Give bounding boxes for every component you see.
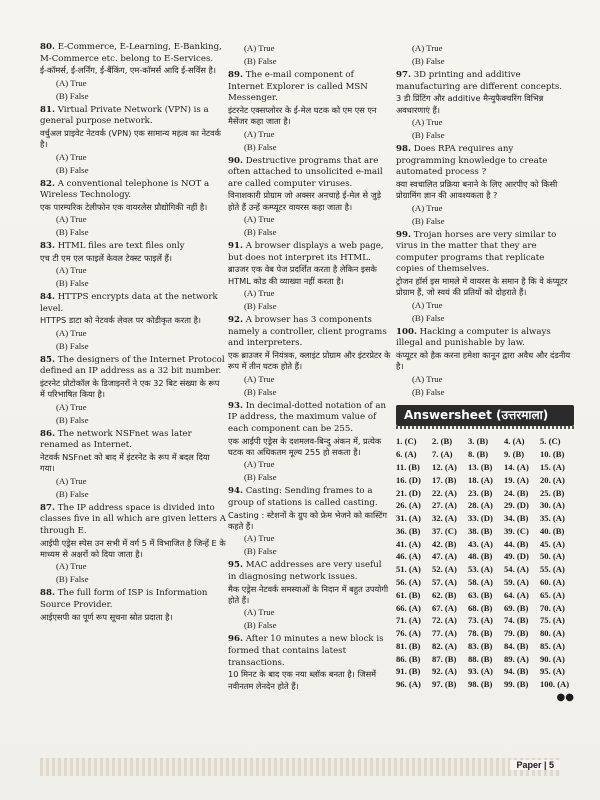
question-number: 81. bbox=[40, 104, 55, 115]
answer-option: (B) False bbox=[56, 90, 89, 101]
answer-option: (B) False bbox=[56, 414, 89, 425]
question-hindi: विनाशकारी प्रोग्राम जो अक्सर अनचाहे ई-मेल से जुड़े होते हैं उन्हें कम्प्यूटर वायरस कहा जाता है। bbox=[228, 190, 382, 212]
question-text bbox=[40, 588, 226, 611]
answer-key-item: 26. (A) bbox=[396, 500, 421, 511]
question-item bbox=[228, 560, 392, 632]
answer-key-item: 71. (A) bbox=[396, 615, 421, 626]
answer-key-item: 51. (A) bbox=[396, 564, 421, 575]
question-hindi: इंटरनेट एक्सप्लोरर के ई-मेल घटक को एम एस एन मैसेंजर कहा जाता है। bbox=[228, 104, 377, 127]
answer-key-item: 23. (B) bbox=[468, 487, 493, 498]
question-number: 84. bbox=[40, 292, 55, 303]
question-item bbox=[40, 588, 226, 623]
answer-key-item: 74. (B) bbox=[504, 615, 529, 626]
question-item bbox=[228, 401, 392, 485]
answer-option: (A) True bbox=[244, 288, 275, 299]
question-item bbox=[40, 355, 226, 427]
question-item bbox=[40, 503, 226, 587]
question-english: Destructive programs that are often attached to unsolicited e-mail are called computer viruses. bbox=[228, 155, 383, 189]
answer-option: (B) False bbox=[412, 130, 445, 140]
question-text bbox=[396, 144, 574, 179]
answer-key-item: 97. (B) bbox=[432, 679, 457, 690]
answer-key-item: 93. (A) bbox=[468, 666, 493, 677]
answer-option: (A) True bbox=[412, 373, 443, 384]
answer-key-item: 8. (B) bbox=[468, 449, 489, 460]
question-text bbox=[228, 241, 392, 264]
answer-key-item: 7. (A) bbox=[432, 449, 453, 460]
question-english: MAC addresses are very useful in diagnosing network issues. bbox=[228, 560, 382, 582]
answer-option: (A) True bbox=[56, 327, 87, 338]
question-hindi: Casting : स्टेशनों के ग्रुप को फ्रेम भेजने को कास्टिंग कहते हैं। bbox=[228, 509, 388, 531]
question-hindi: ई-कॉमर्स, ई-लर्निंग, ई-बैंकिंग, एम-कॉमर्स आदि ई-सर्विस है। bbox=[40, 65, 216, 76]
question-text bbox=[396, 327, 574, 350]
answer-key-item: 37. (C) bbox=[432, 525, 457, 536]
question-text bbox=[228, 315, 392, 350]
answer-key-item: 52. (A) bbox=[432, 564, 457, 575]
answer-key-item: 2. (B) bbox=[432, 436, 453, 447]
answer-key-item: 57. (A) bbox=[432, 576, 457, 587]
answer-key-item: 16. (D) bbox=[396, 474, 421, 485]
question-english: A conventional telephone is NOT a Wireless Technology. bbox=[40, 178, 210, 201]
question-english: HTTPS encrypts data at the network level. bbox=[40, 292, 218, 314]
question-item bbox=[40, 179, 226, 240]
answer-key-item: 22. (A) bbox=[432, 487, 457, 498]
question-hindi: एक पारम्परिक टेलीफोन एक वायरलेस प्रौद्योगिकी नहीं है। bbox=[40, 201, 208, 212]
answer-option: (B) False bbox=[244, 141, 277, 152]
question-hindi: एक ब्राउजर में नियंत्रक, क्लाइंट प्रोग्राम और इंटरप्रेटर के रूप में तीन घटक होते हैं। bbox=[228, 349, 391, 372]
question-number: 96. bbox=[228, 634, 243, 645]
answer-key-item: 29. (D) bbox=[504, 500, 529, 511]
answer-key-item: 49. (D) bbox=[504, 551, 529, 562]
question-english: The network NSFnet was later renamed as Internet. bbox=[40, 428, 192, 451]
answer-key-item: 20. (A) bbox=[540, 474, 565, 485]
answer-key-item: 33. (D) bbox=[468, 513, 493, 524]
answer-key-item: 70. (A) bbox=[540, 602, 565, 613]
question-number: 87. bbox=[40, 502, 55, 513]
answer-key-item: 11. (B) bbox=[396, 461, 420, 472]
question-hindi: एक आईपी एड्रेस के दशमलव-बिन्दु अंकन में, प्रत्येक घटक का अधिकतम मूल्य 255 हो सकता है। bbox=[228, 435, 382, 457]
answer-key-item: 95. (A) bbox=[540, 666, 565, 677]
answer-key-item: 86. (B) bbox=[396, 653, 421, 664]
answer-option: (B) False bbox=[244, 56, 277, 66]
question-item bbox=[228, 315, 392, 399]
question-number: 90. bbox=[228, 155, 243, 166]
answer-key-item: 12. (A) bbox=[432, 461, 457, 472]
question-number: 98. bbox=[396, 144, 411, 154]
answer-option: (B) False bbox=[412, 386, 445, 397]
answer-option: (A) True bbox=[56, 151, 87, 162]
question-english: In decimal-dotted notation of an IP address, the maximum value of each component can be 255. bbox=[228, 400, 386, 434]
answer-key-item: 25. (B) bbox=[540, 487, 565, 498]
question-english: The e-mail component of Internet Explorer is called MSN Messenger. bbox=[228, 70, 368, 104]
question-number: 89. bbox=[228, 70, 243, 80]
question-english: 3D printing and additive manufacturing are different concepts. bbox=[396, 70, 562, 92]
answer-key-item: 18. (A) bbox=[468, 474, 493, 485]
question-hindi: ब्राउजर एक वेब पेज प्रदर्शित करता है लेकिन इसके HTML कोड की व्याख्या नहीं करता है। bbox=[228, 264, 377, 286]
question-text bbox=[40, 292, 226, 315]
question-hindi: नेटवर्क NSFnet को बाद में इंटरनेट के रूप में बदल दिया गया। bbox=[40, 451, 210, 474]
question-text bbox=[228, 560, 392, 583]
answer-key-item: 21. (D) bbox=[396, 487, 421, 498]
answer-key-item: 99. (B) bbox=[504, 679, 529, 690]
answer-option: (B) False bbox=[412, 312, 445, 323]
answer-option: (A) True bbox=[244, 533, 275, 544]
answer-key-item: 19. (A) bbox=[504, 474, 529, 485]
answer-key-item: 41. (A) bbox=[396, 538, 421, 549]
question-item bbox=[40, 292, 226, 353]
question-text bbox=[40, 42, 226, 65]
answer-key-item: 94. (B) bbox=[504, 666, 529, 677]
answer-key-item: 9. (B) bbox=[504, 449, 525, 460]
answer-option: (A) True bbox=[244, 459, 275, 470]
answer-key-item: 65. (A) bbox=[540, 589, 565, 600]
answer-option: (A) True bbox=[412, 299, 443, 310]
question-hindi: मैक एड्रेस नेटवर्क समस्याओं के निदान में बहुत उपयोगी होते हैं। bbox=[228, 583, 389, 605]
question-number: 88. bbox=[40, 588, 55, 599]
question-hindi: वर्चुअल प्राइवेट नेटवर्क (VPN) एक सामान्य महत्व का नेटवर्क है। bbox=[40, 127, 221, 150]
answer-key-item: 66. (A) bbox=[396, 602, 421, 613]
answer-option: (B) False bbox=[244, 301, 277, 312]
answer-option: (A) True bbox=[56, 265, 87, 276]
question-text bbox=[40, 179, 226, 202]
answer-key-item: 46. (A) bbox=[396, 551, 421, 562]
answer-key-item: 72. (A) bbox=[432, 615, 457, 626]
answer-option: (A) True bbox=[244, 43, 275, 53]
question-hindi: आईएसपी का पूर्ण रूप सूचना स्रोत प्रदाता है। bbox=[40, 611, 173, 622]
answer-option: (A) True bbox=[56, 561, 87, 572]
question-hindi: इंटरनेट प्रोटोकॉल के डिजाइनरों ने एक 32 बिट संख्या के रूप में परिभाषित किया है। bbox=[40, 377, 220, 400]
answer-option: (B) False bbox=[56, 574, 89, 585]
question-item bbox=[228, 70, 392, 154]
answer-key-item: 35. (A) bbox=[540, 513, 565, 524]
question-item bbox=[40, 42, 226, 103]
question-number: 86. bbox=[40, 428, 55, 439]
question-english: A browser has 3 components namely a controller, client programs and interpreters. bbox=[228, 315, 387, 349]
answer-option: (A) True bbox=[412, 202, 443, 213]
question-text bbox=[228, 156, 392, 191]
answer-key-item: 39. (C) bbox=[504, 525, 529, 536]
answer-key-item: 42. (B) bbox=[432, 538, 457, 549]
question-english: Casting: Sending frames to a group of stations is called casting. bbox=[228, 486, 378, 508]
question-english: The designers of the Internet Protocol defined an IP address as a 32 bit number. bbox=[40, 354, 225, 377]
answer-key-item: 47. (A) bbox=[432, 551, 457, 562]
answer-key-item: 13. (B) bbox=[468, 461, 493, 472]
page-footer bbox=[40, 758, 560, 776]
answer-option: (B) False bbox=[244, 546, 277, 557]
answer-key-item: 4. (A) bbox=[504, 436, 525, 447]
question-item bbox=[396, 70, 574, 142]
question-item bbox=[40, 105, 226, 177]
answer-option: (B) False bbox=[412, 56, 445, 66]
answer-option: (B) False bbox=[412, 215, 445, 226]
answer-key-item: 1. (C) bbox=[396, 436, 417, 447]
answer-key-item: 58. (A) bbox=[468, 576, 493, 587]
answer-key-item: 53. (A) bbox=[468, 564, 493, 575]
answer-option: (A) True bbox=[244, 373, 275, 384]
answer-key-item: 63. (B) bbox=[468, 589, 493, 600]
answer-key-item: 43. (A) bbox=[468, 538, 493, 549]
answer-option: (A) True bbox=[56, 401, 87, 412]
question-text bbox=[228, 70, 392, 105]
question-english: The full form of ISP is Information Source Provider. bbox=[40, 588, 208, 610]
answer-option: (A) True bbox=[56, 214, 87, 225]
answer-key-item: 36. (B) bbox=[396, 525, 421, 536]
column-1 bbox=[40, 42, 226, 625]
answer-key-item: 79. (B) bbox=[504, 628, 529, 639]
answer-key-item: 31. (A) bbox=[396, 513, 421, 524]
answer-key-item: 14. (A) bbox=[504, 461, 529, 472]
question-number: 100. bbox=[396, 326, 417, 337]
question-item bbox=[396, 327, 574, 399]
question-text bbox=[40, 241, 226, 253]
question-hindi: 10 मिनट के बाद एक नया ब्लॉक बनता है। जिसमें नवीनतम लेनदेन होते हैं। bbox=[228, 669, 377, 691]
answer-key-item: 98. (B) bbox=[468, 679, 493, 690]
answer-key-item: 84. (B) bbox=[504, 640, 529, 651]
answer-key-item: 89. (A) bbox=[504, 653, 529, 664]
answer-option: (B) False bbox=[56, 488, 89, 499]
question-text bbox=[40, 355, 226, 378]
answer-key-item: 48. (B) bbox=[468, 551, 493, 562]
answer-key-item: 91. (B) bbox=[396, 666, 421, 677]
answersheet-title: Answersheet (उत्तरमाला) bbox=[396, 405, 574, 427]
question-number: 85. bbox=[40, 354, 55, 365]
question-english: HTML files are text files only bbox=[57, 241, 185, 252]
answer-key-item: 15. (A) bbox=[540, 461, 565, 472]
answer-key-item: 50. (A) bbox=[540, 551, 565, 562]
answer-option: (B) False bbox=[244, 472, 277, 483]
answer-key-item: 83. (B) bbox=[468, 640, 493, 651]
answer-key-item: 87. (B) bbox=[432, 653, 457, 664]
answer-key-item: 55. (A) bbox=[540, 564, 565, 575]
question-number: 83. bbox=[40, 241, 55, 252]
question-item bbox=[396, 230, 574, 325]
question-text bbox=[228, 634, 392, 669]
answer-key-item: 75. (A) bbox=[540, 615, 565, 626]
answer-grid bbox=[396, 436, 574, 690]
answer-key-item: 38. (B) bbox=[468, 525, 493, 536]
answer-key-item: 67. (A) bbox=[432, 602, 457, 613]
answers-end-mark: ●● bbox=[556, 691, 574, 703]
question-number: 94. bbox=[228, 486, 243, 497]
question-english: The IP address space is divided into classes five in all which are given letters A through E. bbox=[40, 502, 227, 536]
answer-option: (B) False bbox=[244, 620, 277, 631]
question-hindi: एच टी एम एल फाइलें केवल टेक्स्ट फाइलें हैं। bbox=[40, 252, 172, 263]
answer-key-item: 30. (A) bbox=[540, 500, 565, 511]
answer-key-item: 5. (C) bbox=[540, 436, 561, 447]
question-text bbox=[40, 503, 226, 538]
question-english: Hacking a computer is always illegal and punishable by law. bbox=[396, 326, 551, 349]
question-number: 82. bbox=[40, 178, 55, 189]
answer-key-item: 40. (B) bbox=[540, 525, 565, 536]
col3-questions bbox=[396, 42, 574, 399]
answer-key-item: 24. (B) bbox=[504, 487, 529, 498]
answer-key-item: 45. (A) bbox=[540, 538, 565, 549]
question-item bbox=[396, 144, 574, 228]
answer-key-item: 88. (B) bbox=[468, 653, 493, 664]
answer-option: (B) False bbox=[244, 386, 277, 397]
answer-key-item: 6. (A) bbox=[396, 449, 417, 460]
answer-key-item: 81. (B) bbox=[396, 640, 421, 651]
answer-option: (A) True bbox=[244, 214, 275, 225]
answer-key-item: 17. (B) bbox=[432, 474, 457, 485]
answer-option: (A) True bbox=[412, 43, 443, 53]
answer-key-item: 82. (A) bbox=[432, 640, 457, 651]
answer-option: (A) True bbox=[56, 77, 87, 88]
question-english: Does RPA requires any programming knowledge to create automated process ? bbox=[396, 144, 548, 178]
answer-key-item: 77. (A) bbox=[432, 628, 457, 639]
question-english: After 10 minutes a new block is formed that contains latest transactions. bbox=[228, 634, 384, 668]
question-item bbox=[228, 156, 392, 240]
answer-key-item: 73. (A) bbox=[468, 615, 493, 626]
answer-key-item: 34. (B) bbox=[504, 513, 529, 524]
question-text bbox=[228, 486, 392, 509]
answer-key-item: 80. (A) bbox=[540, 628, 565, 639]
answer-key-item: 62. (B) bbox=[432, 589, 457, 600]
question-number: 91. bbox=[228, 241, 243, 252]
answer-key-item: 32. (A) bbox=[432, 513, 457, 524]
question-hindi: HTTPS डाटा को नेटवर्क लेवल पर कोडीकृत करता है। bbox=[40, 315, 202, 326]
question-item bbox=[40, 429, 226, 501]
question-hindi: 3 डी प्रिंटिंग और additive मैन्युफैक्चरिंग विभिन्न अवधारणाएं हैं। bbox=[396, 93, 544, 115]
question-item bbox=[228, 241, 392, 313]
answer-key-item: 61. (B) bbox=[396, 589, 421, 600]
answer-key-item: 78. (B) bbox=[468, 628, 493, 639]
answer-key-item: 76. (A) bbox=[396, 628, 421, 639]
question-text bbox=[40, 429, 226, 452]
answer-key-item: 100. (A) bbox=[540, 679, 570, 690]
column-3 bbox=[396, 42, 574, 703]
answer-option: (A) True bbox=[56, 475, 87, 486]
answer-key-item: 92. (A) bbox=[432, 666, 457, 677]
answer-key-item: 64. (A) bbox=[504, 589, 529, 600]
answer-option: (B) False bbox=[56, 278, 89, 289]
answer-option: (B) False bbox=[244, 227, 277, 238]
question-number: 92. bbox=[228, 315, 243, 326]
answer-key-item: 54. (A) bbox=[504, 564, 529, 575]
question-number: 95. bbox=[228, 560, 243, 571]
answer-key-item: 56. (A) bbox=[396, 576, 421, 587]
answer-key-item: 44. (B) bbox=[504, 538, 529, 549]
answer-option: (A) True bbox=[412, 117, 443, 127]
question-number: 99. bbox=[396, 229, 411, 240]
answer-key-item: 59. (A) bbox=[504, 576, 529, 587]
question-item bbox=[228, 42, 392, 68]
answer-option: (A) True bbox=[244, 607, 275, 618]
answer-key-item: 60. (A) bbox=[540, 576, 565, 587]
answer-key-item: 10. (B) bbox=[540, 449, 565, 460]
answer-option: (A) True bbox=[244, 128, 275, 139]
answer-key-item: 96. (A) bbox=[396, 679, 421, 690]
answer-key-item: 90. (A) bbox=[540, 653, 565, 664]
question-hindi: क्या स्वचालित प्रक्रिया बनाने के लिए आरपीए को किसी प्रोग्रामिंग ज्ञान की आवश्यकता है ? bbox=[396, 178, 558, 201]
question-item bbox=[228, 486, 392, 558]
question-number: 80. bbox=[40, 42, 55, 52]
column-2 bbox=[228, 42, 392, 694]
answer-option: (B) False bbox=[56, 164, 89, 175]
question-text bbox=[40, 105, 226, 128]
question-english: Virtual Private Network (VPN) is a general purpose network. bbox=[40, 104, 209, 127]
question-item bbox=[40, 241, 226, 290]
answer-key-item: 68. (B) bbox=[468, 602, 493, 613]
page-number: Paper | 5 bbox=[510, 760, 560, 770]
answer-key-item: 85. (A) bbox=[540, 640, 565, 651]
answer-key-item: 3. (B) bbox=[468, 436, 489, 447]
answer-option: (B) False bbox=[56, 227, 89, 238]
question-hindi: कंप्यूटर को हैक करना हमेशा कानून द्वारा अवैध और दंडनीय है। bbox=[396, 349, 571, 372]
question-text bbox=[396, 230, 574, 276]
question-number: 93. bbox=[228, 400, 243, 411]
question-number: 97. bbox=[396, 70, 411, 80]
question-hindi: ट्रोजन हॉर्स इस मामले में वायरस के समान है कि वे कंप्यूटर प्रोग्राम हैं, जो स्वयं की प्रतियों को दोहराते हैं। bbox=[396, 275, 568, 298]
question-english: Trojan horses are very similar to virus in the matter that they are computer programs that replicate copies of themselves. bbox=[396, 229, 557, 275]
question-english: E-Commerce, E-Learning, E-Banking, M-Commerce etc. belong to E-Services. bbox=[40, 42, 222, 64]
question-hindi: आईपी एड्रेस स्पेस उन सभी में वर्ग 5 में विभाजित है जिन्हें E के माध्यम से अक्षरों को दिया जाता है। bbox=[40, 537, 226, 559]
question-item bbox=[228, 634, 392, 692]
question-item bbox=[396, 42, 574, 68]
answer-key-item: 69. (B) bbox=[504, 602, 529, 613]
question-text bbox=[228, 401, 392, 436]
answer-key-item: 27. (A) bbox=[432, 500, 457, 511]
question-english: A browser displays a web page, but does not interpret its HTML. bbox=[228, 241, 384, 263]
answer-option: (B) False bbox=[56, 340, 89, 351]
answer-key-item: 28. (A) bbox=[468, 500, 493, 511]
question-text bbox=[396, 70, 574, 93]
